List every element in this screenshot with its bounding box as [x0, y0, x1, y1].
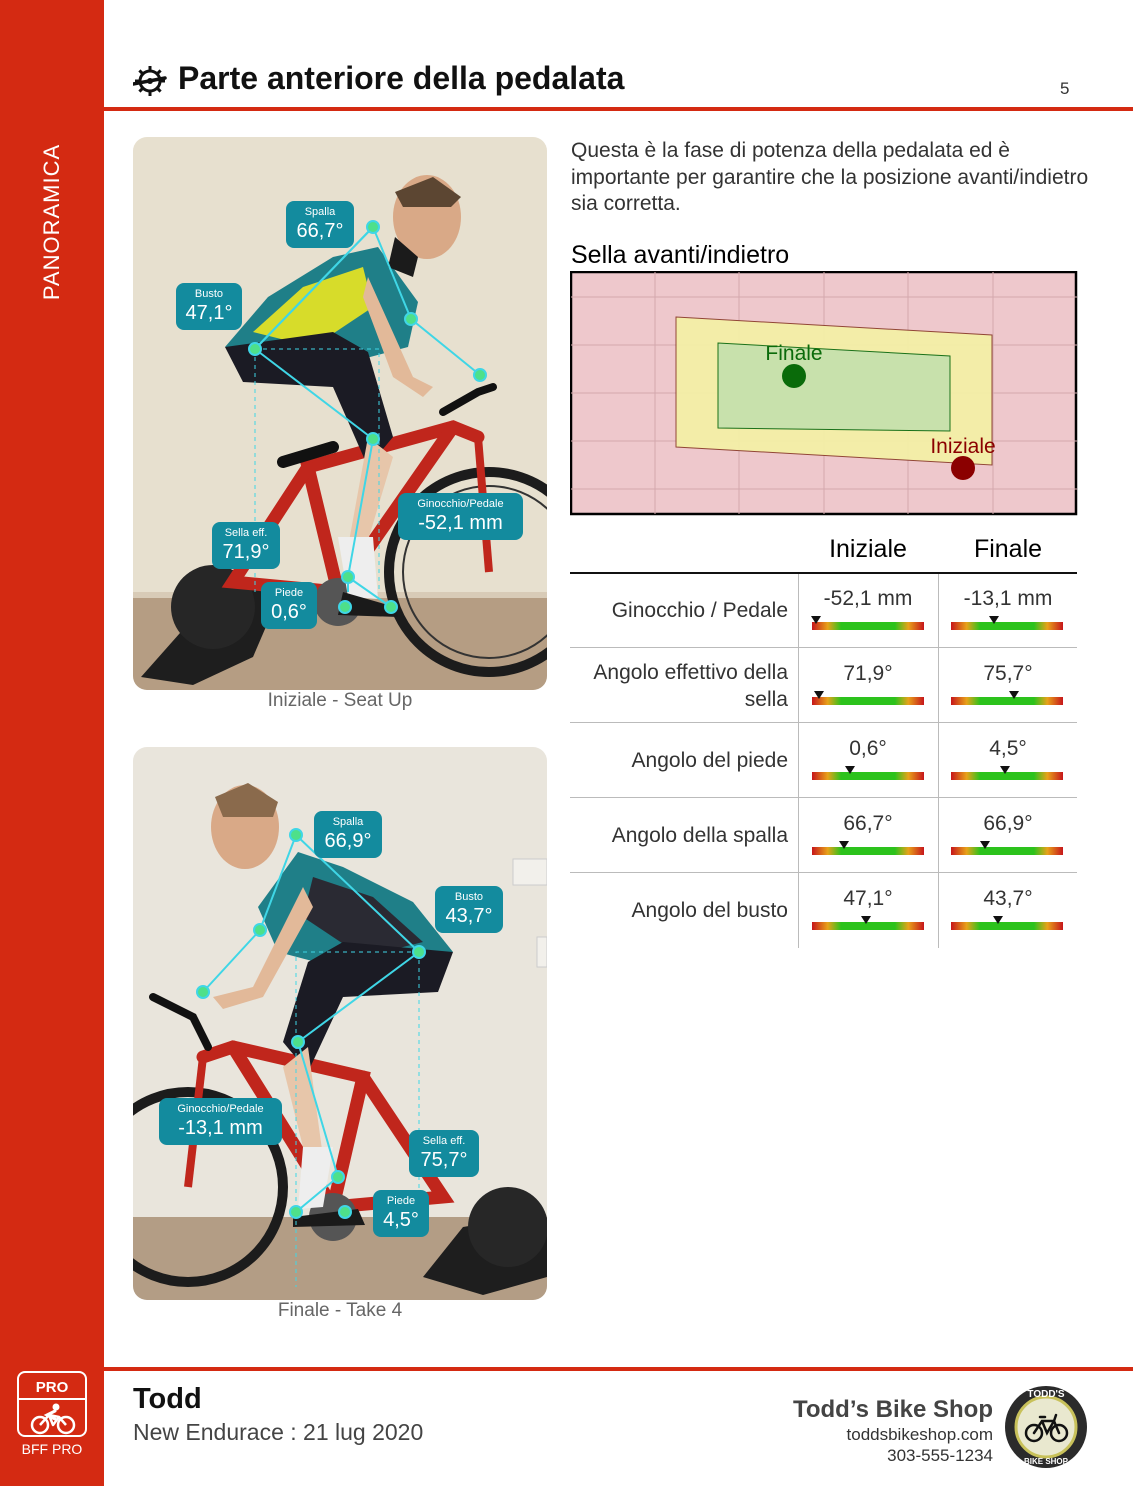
range-marker — [839, 841, 849, 849]
logo-text-top: TODD'S — [1027, 1389, 1065, 1400]
range-marker — [980, 841, 990, 849]
crank-gear-icon — [133, 64, 167, 98]
fore-aft-title: Sella avanti/indietro — [571, 241, 790, 269]
foot-angle-tag — [261, 582, 317, 629]
tag-label: Ginocchio/Pedale — [177, 1103, 264, 1115]
initial-range-bar — [812, 772, 924, 780]
knee-pedal-tag — [159, 1098, 282, 1145]
saddle-angle-tag — [409, 1130, 479, 1177]
tag-value: 71,9° — [222, 541, 270, 563]
page-title: Parte anteriore della pedalata — [178, 60, 625, 96]
final-position-photo — [133, 747, 547, 1300]
tag-label: Spalla — [304, 206, 336, 218]
final-value: -13,1 mm — [963, 587, 1053, 610]
row-label: Angolo effettivo della sella — [593, 661, 788, 711]
logo-text-bottom: BIKE SHOP — [1023, 1457, 1069, 1466]
range-marker — [993, 916, 1003, 924]
final-value: 66,9° — [983, 812, 1033, 835]
page-number: 5 — [1060, 79, 1070, 98]
initial-photo-caption: Iniziale - Seat Up — [267, 690, 413, 711]
cyclist-icon — [29, 1403, 77, 1435]
final-range-bar — [951, 772, 1063, 780]
shop-name: Todd’s Bike Shop — [792, 1396, 993, 1423]
initial-position-photo — [133, 137, 547, 690]
initial-range-bar — [812, 622, 924, 630]
tag-label: Busto — [454, 891, 484, 903]
final-range-bar — [951, 622, 1063, 630]
final-value: 75,7° — [983, 662, 1033, 685]
intro-paragraph: Questa è la fase di potenza della pedalata ed è importante per garantire che la posizione avanti/indietro sia corretta. — [571, 139, 1089, 215]
range-marker — [845, 766, 855, 774]
range-marker — [1000, 766, 1010, 774]
header-divider — [104, 107, 1133, 111]
row-divider — [570, 872, 1077, 873]
tag-label: Ginocchio/Pedale — [417, 498, 504, 510]
range-marker — [989, 616, 999, 624]
final-range-bar — [951, 922, 1063, 930]
rider-name: Todd — [133, 1383, 202, 1415]
initial-point-label: Iniziale — [930, 435, 996, 458]
knee-pedal-tag — [398, 493, 523, 540]
torso-angle-tag — [176, 283, 242, 330]
footer-divider — [104, 1367, 1133, 1371]
tag-value: 43,7° — [445, 905, 493, 927]
tag-value: 47,1° — [185, 302, 233, 324]
initial-range-bar — [812, 922, 924, 930]
range-marker — [861, 916, 871, 924]
initial-value: 66,7° — [843, 812, 893, 835]
pro-badge-caption: BFF PRO — [21, 1441, 83, 1457]
session-info: New Enduracе : 21 lug 2020 — [133, 1419, 424, 1445]
range-marker — [811, 616, 821, 624]
tag-label: Spalla — [332, 816, 364, 828]
tag-value: 0,6° — [271, 601, 307, 623]
tag-value: -52,1 mm — [418, 512, 503, 534]
pro-badge — [17, 1371, 87, 1437]
tag-label: Busto — [194, 288, 224, 300]
initial-value: 47,1° — [843, 887, 893, 910]
shoulder-angle-tag — [314, 811, 382, 858]
shop-phone: 303-555-1234 — [887, 1446, 993, 1465]
shoulder-angle-tag — [286, 201, 354, 248]
torso-angle-tag — [435, 886, 503, 933]
tag-label: Piede — [386, 1195, 416, 1207]
tag-label: Sella eff. — [422, 1135, 466, 1147]
final-point — [782, 364, 806, 388]
column-header-final: Finale — [973, 535, 1043, 563]
tag-value: 66,7° — [296, 220, 344, 242]
initial-value: 0,6° — [849, 737, 887, 760]
range-marker — [814, 691, 824, 699]
final-value: 43,7° — [983, 887, 1033, 910]
pro-badge-text: PRO — [19, 1379, 85, 1400]
row-divider — [570, 722, 1077, 723]
final-photo-caption: Finale - Take 4 — [277, 1300, 403, 1321]
tag-value: 4,5° — [383, 1209, 419, 1231]
sidebar — [0, 0, 104, 1486]
row-label: Angolo del piede — [631, 749, 788, 772]
tag-label: Sella eff. — [224, 527, 268, 539]
foot-angle-tag — [373, 1190, 429, 1237]
initial-value: 71,9° — [843, 662, 893, 685]
row-label: Ginocchio / Pedale — [611, 599, 788, 622]
row-label: Angolo della spalla — [611, 824, 788, 847]
tag-value: -13,1 mm — [178, 1117, 263, 1139]
row-divider — [570, 797, 1077, 798]
initial-range-bar — [812, 697, 924, 705]
shop-logo — [1003, 1384, 1089, 1470]
shop-url: toddsbikeshop.com — [846, 1425, 993, 1444]
range-marker — [1009, 691, 1019, 699]
tag-label: Piede — [274, 587, 304, 599]
saddle-angle-tag — [212, 522, 280, 569]
tag-value: 66,9° — [324, 830, 372, 852]
initial-value: -52,1 mm — [823, 587, 913, 610]
column-header-initial: Iniziale — [829, 535, 907, 563]
final-range-bar — [951, 697, 1063, 705]
final-range-bar — [951, 847, 1063, 855]
tag-value: 75,7° — [420, 1149, 468, 1171]
final-point-label: Finale — [765, 342, 823, 365]
fore-aft-chart — [570, 271, 1078, 516]
optimal-zone — [718, 343, 950, 431]
table-header-divider — [570, 572, 1077, 574]
row-label: Angolo del busto — [631, 899, 788, 922]
initial-range-bar — [812, 847, 924, 855]
section-label: PANORAMICA — [39, 143, 64, 301]
row-divider — [570, 647, 1077, 648]
final-value: 4,5° — [989, 737, 1027, 760]
initial-point — [951, 456, 975, 480]
